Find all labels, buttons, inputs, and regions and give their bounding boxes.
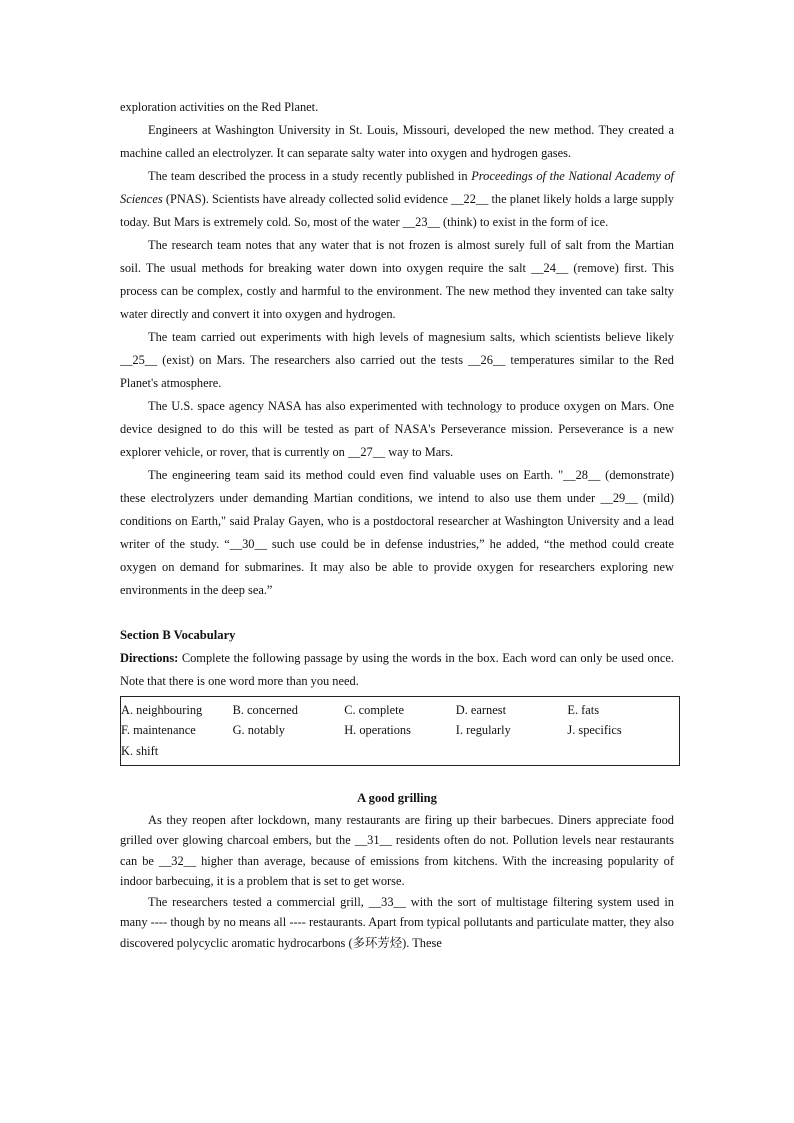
document-page [120,96,674,954]
word-option: A. neighbouring [121,702,203,717]
passage-a-paragraph: The engineering team said its method could even find valuable uses on Earth. "__28__ (demonstrate) these electrolyzers under demanding Martian conditions, we intend to also use them under __29__ (mild) conditions on Earth," said Pralay Gayen, who is a postdoctoral researcher at Washington University and a lead writer of the study. “__30__ such use could be in defense industries,” he added, “the method could create oxygen on demand for submarines. It may also be able to provide oxygen for researchers exploring new environments in the deep sea.” [120,468,674,597]
directions-label: Directions: [120,651,179,665]
word-option: I. regularly [455,723,511,738]
word-box-row [121,700,679,721]
journal-name: Proceedings of the National Academy of Sciences [120,169,674,206]
directions-text: Complete the following passage by using the words in the box. Each word can only be used once. Note that there is one word more than you need. [120,651,674,688]
passage-title: A good grilling [357,790,437,805]
word-option: J. specifics [567,723,622,738]
text-run: The team described the process in a study recently published in [148,169,472,183]
word-option: H. operations [344,723,411,738]
word-option: E. fats [567,702,600,717]
passage-a-paragraph: The team carried out experiments with high levels of magnesium salts, which scientists believe likely __25__ (exist) on Mars. The researchers also carried out the tests __26__ temperatures similar to the Red Planet's atmosphere. [120,330,674,390]
text-run: (PNAS). Scientists have already collected solid evidence __22__ the planet likely holds a large supply today. But Mars is extremely cold. So, most of the water __23__ (think) to exist in the form of ice. [120,192,674,229]
section-heading: Section B Vocabulary [120,628,236,642]
word-option: G. notably [232,723,285,738]
passage-a-paragraph: The research team notes that any water that is not frozen is almost surely full of salt from the Martian soil. The usual methods for breaking water down into oxygen require the salt __24__ (remove) first. This process can be complex, costly and harmful to the environment. The new method they invented can take salty water directly and convert it into oxygen and hydrogen. [120,238,674,321]
word-option: D. earnest [455,702,507,717]
word-option: B. concerned [232,702,298,717]
passage-a-paragraph: Engineers at Washington University in St. Louis, Missouri, developed the new method. They created a machine called an electrolyzer. It can separate salty water into oxygen and hydrogen gases. [120,123,674,160]
word-option: F. maintenance [121,723,196,738]
passage-a-paragraph [120,165,674,234]
passage-b-paragraph: The researchers tested a commercial grill, __33__ with the sort of multistage filtering system used in many ---- though by no means all ---- restaurants. Apart from typical pollutants and particulate matter, they also discovered polycyclic aromatic hydrocarbons (多环芳烃). These [120,894,674,951]
word-box [120,696,680,766]
directions [120,647,674,693]
passage-a-paragraph: The U.S. space agency NASA has also experimented with technology to produce oxygen on Mars. One device designed to do this will be tested as part of NASA's Perseverance mission. Perseverance is a new explorer vehicle, or rover, that is currently on __27__ way to Mars. [120,399,674,459]
word-box-row [121,741,679,762]
passage-a-paragraph: exploration activities on the Red Planet. [120,100,319,114]
word-option: C. complete [344,702,405,717]
word-option: K. shift [121,743,159,758]
passage-b-paragraph: As they reopen after lockdown, many restaurants are firing up their barbecues. Diners appreciate food grilled over glowing charcoal embers, but the __31__ residents often do not. Pollution levels near restaurants can be __32__ higher than average, because of emissions from kitchens. With the increasing popularity of indoor barbecuing, it is a problem that is set to get worse. [120,812,674,889]
word-box-row [121,721,679,742]
passage-b [120,810,674,954]
